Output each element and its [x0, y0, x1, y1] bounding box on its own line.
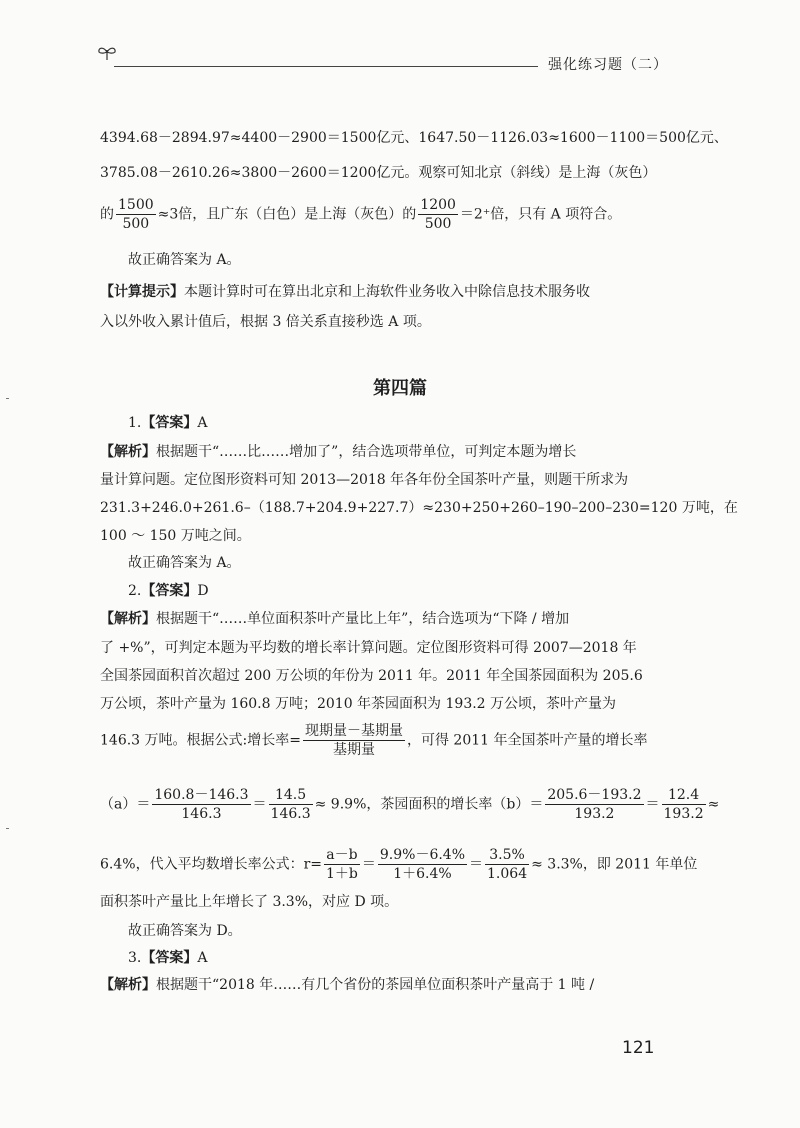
- calc-tip-cont: 入以外收入累计值后，根据 3 倍关系直接秒选 A 项。: [100, 314, 431, 330]
- text: ＝2⁺倍，只有 A 项符合。: [459, 206, 622, 223]
- fraction: [418, 196, 458, 233]
- numerator: 9.9%－6.4%: [379, 847, 466, 863]
- q2-analysis-3: 全国茶园面积首次超过 200 万公顷的年份为 2011 年。2011 年全国茶园面积为 205.6: [100, 668, 643, 684]
- answer-value: A: [197, 950, 208, 966]
- q3-answer: [128, 948, 207, 968]
- fraction: [545, 786, 643, 823]
- answer-label: 【答案】: [141, 583, 198, 599]
- text: ＝: [252, 796, 267, 813]
- fraction: [269, 786, 313, 823]
- numerator: a－b: [324, 846, 360, 865]
- text: 146.3 万吨。根据公式:增长率=: [100, 732, 301, 749]
- scan-mark: [6, 828, 9, 829]
- denominator: 193.2: [574, 806, 615, 822]
- text: 根据题干“……比……增加了”，结合选项带单位，可判定本题为增长: [156, 444, 577, 460]
- q3-analysis-1: [100, 975, 594, 995]
- calc-tip: [100, 282, 590, 302]
- text: （a）＝: [100, 796, 151, 813]
- prev-line-2: 3785.08－2610.26≈3800－2600＝1200亿元。观察可知北京（斜线）是上海（灰色）: [100, 165, 657, 181]
- text: ＝: [469, 856, 484, 873]
- sprout-icon: [96, 44, 118, 66]
- q1-analysis-4: 100 ～ 150 万吨之间。: [100, 528, 251, 544]
- denominator: 1＋6.4%: [393, 866, 452, 882]
- q1-answer: [128, 413, 207, 433]
- text: ≈ 3.3%，即 2011 年单位: [531, 856, 698, 873]
- q1-analysis-3: 231.3+246.0+261.6–（188.7+204.9+227.7）≈230+250+260–190–200–230=120 万吨，在: [100, 500, 738, 516]
- q2-analysis-7: [100, 846, 697, 883]
- growth-formula: [303, 722, 405, 759]
- numerator: 14.5: [269, 786, 313, 805]
- text: 的: [100, 206, 114, 223]
- text: ≈: [707, 796, 720, 813]
- analysis-label: 【解析】: [100, 977, 156, 993]
- denominator: 基期量: [332, 742, 375, 758]
- q2-answer: [128, 581, 209, 601]
- text: 根据题干“2018 年……有几个省份的茶园单位面积茶叶产量高于 1 吨 /: [156, 977, 595, 993]
- text: ≈ 9.9%，茶园面积的增长率（b）＝: [314, 796, 544, 813]
- q2-analysis-4: 万公顷，茶叶产量为 160.8 万吨；2010 年茶园面积为 193.2 万公顷，茶叶产量为: [100, 696, 617, 712]
- denominator: 146.3: [270, 806, 311, 822]
- page-number: 121: [622, 1038, 655, 1058]
- scan-mark: [6, 398, 9, 399]
- answer-label: 【答案】: [141, 950, 198, 966]
- denominator: 1＋b: [326, 866, 358, 882]
- text: ＝: [645, 796, 660, 813]
- q1-conclusion: 故正确答案为 A。: [128, 555, 241, 571]
- numerator: 现期量－基期量: [304, 723, 403, 739]
- answer-value: D: [197, 583, 209, 599]
- fraction: [116, 196, 156, 233]
- analysis-label: 【解析】: [100, 611, 156, 627]
- prev-conclusion: 故正确答案为 A。: [128, 252, 241, 268]
- numerator: 160.8－146.3: [154, 787, 249, 803]
- q2-analysis-5: [100, 722, 648, 759]
- section-title: 第四篇: [373, 378, 427, 399]
- text: ＝: [361, 856, 376, 873]
- q1-analysis-2: 量计算问题。定位图形资料可知 2013—2018 年各年份全国茶叶产量，则题干所求为: [100, 472, 629, 488]
- q2-analysis-6: [100, 786, 719, 823]
- analysis-label: 【解析】: [100, 444, 156, 460]
- q1-analysis-1: [100, 442, 576, 462]
- q-number: 2.: [128, 583, 142, 599]
- numerator: 12.4: [662, 786, 706, 805]
- denominator: 500: [122, 216, 150, 232]
- fraction: [662, 786, 706, 823]
- denominator: 1.064: [487, 866, 528, 882]
- text: 根据题干“……单位面积茶叶产量比上年”，结合选项为“下降 / 增加: [156, 611, 570, 627]
- q2-analysis-8: 面积茶叶产量比上年增长了 3.3%，对应 D 项。: [100, 894, 399, 910]
- text: ，可得 2011 年全国茶叶产量的增长率: [406, 732, 648, 749]
- numerator: 205.6－193.2: [547, 787, 642, 803]
- denominator: 146.3: [181, 806, 222, 822]
- fraction: [324, 846, 360, 883]
- fraction: [378, 846, 467, 883]
- fraction: [485, 846, 529, 883]
- q-number: 1.: [128, 415, 142, 431]
- q2-conclusion: 故正确答案为 D。: [128, 923, 242, 939]
- running-title: 强化练习题（二）: [548, 57, 668, 73]
- denominator: 500: [424, 216, 452, 232]
- numerator: 1200: [420, 197, 456, 213]
- tip-text: 本题计算时可在算出北京和上海软件业务收入中除信息技术服务收: [184, 284, 590, 300]
- text: ≈3倍，且广东（白色）是上海（灰色）的: [157, 206, 417, 223]
- text: 6.4%，代入平均数增长率公式：r=: [100, 856, 322, 873]
- q2-analysis-2: 了 +%”，可判定本题为平均数的增长率计算问题。定位图形资料可得 2007—2018 年: [100, 640, 637, 656]
- page-header: [0, 0, 800, 80]
- denominator: 193.2: [663, 806, 704, 822]
- answer-label: 【答案】: [141, 415, 198, 431]
- prev-line-1: 4394.68－2894.97≈4400－2900＝1500亿元、1647.50－1126.03≈1600－1100＝500亿元、: [100, 130, 728, 146]
- header-rule: [114, 66, 538, 67]
- numerator: 1500: [118, 197, 154, 213]
- answer-value: A: [197, 415, 208, 431]
- q2-analysis-1: [100, 609, 569, 629]
- prev-line-3: [100, 196, 621, 233]
- numerator: 3.5%: [485, 846, 529, 865]
- tip-label: 【计算提示】: [100, 284, 184, 300]
- q-number: 3.: [128, 950, 142, 966]
- fraction: [152, 786, 250, 823]
